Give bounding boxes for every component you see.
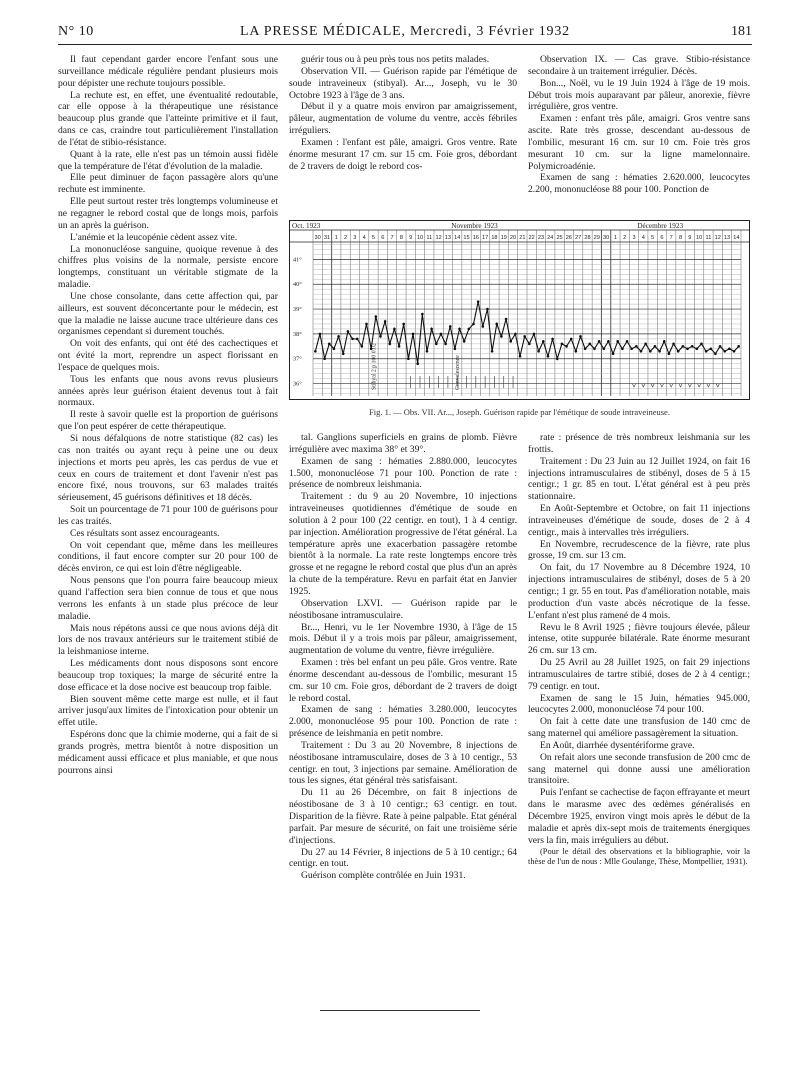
chart-y-tick-label: 36°: [293, 380, 302, 388]
temperature-point-evening: [654, 345, 657, 348]
temperature-point-morning: [668, 352, 671, 355]
temperature-point-evening: [644, 343, 647, 346]
chart-day-label: 28: [584, 235, 591, 241]
temperature-point-morning: [454, 348, 457, 351]
temperature-point-evening: [728, 348, 731, 351]
paragraph: Bon..., Noël, vu le 19 Juin 1924 à l'âge de 19 mois. Début trois mois auparavant par pâleur, anorexie, fièvre irrégulière, gros ventre.: [528, 77, 750, 113]
paragraph: Examen de sang : hématies 2.880.000, leucocytes 1.500, mononucléose 71 pour 100. Ponction de rate : présence de nombreux leishmania.: [289, 455, 517, 491]
paragraph: Guérison complète contrôlée en Juin 1931.: [301, 870, 466, 882]
end-separator: [320, 1010, 480, 1011]
paragraph: Ces résultats sont assez encourageants.: [70, 527, 220, 539]
temperature-point-evening: [579, 335, 582, 338]
paragraph: Si nous défalquons de notre statistique (82 cas) les cas non traités ou ayant reçu à peine une ou deux injections et morts peu après, les cas perdus de vue et ceux en cours de traitement et dont l'avenir n'est pas encore fixé, nous trouvons, sur 63 malades traités sérieusement, 45 guérisons définitives et 18 décès.: [58, 433, 278, 504]
temperature-point-morning: [426, 350, 429, 353]
chart-day-label: 22: [528, 235, 535, 241]
paragraph: En Août, diarrhée dysentériforme grave.: [540, 739, 695, 751]
chart-day-label: 13: [444, 235, 452, 241]
temperature-point-evening: [468, 328, 471, 331]
temperature-point-evening: [337, 335, 340, 338]
paragraph: Examen de sang le 15 Juin, hématies 945.000, leucocytes 2.000, mononucléose 74 pour 100.: [528, 692, 750, 716]
chart-day-label: 5: [651, 235, 655, 241]
paragraph: La mononucléose sanguine, quoique revenue à des chiffres plus voisins de la normale, persiste encore longtemps, constituant un véritable stigmate de la maladie.: [58, 243, 278, 291]
temperature-point-morning: [621, 348, 624, 351]
temperature-chart: [289, 220, 750, 400]
paragraph: Les médicaments dont nous disposons sont encore beaucoup trop toxiques; la marge de sécurité entre la dose efficace et la dose nocive est beaucoup trop faible.: [58, 658, 278, 693]
temperature-point-evening: [589, 343, 592, 346]
temperature-point-morning: [435, 343, 438, 346]
paragraph: En Août-Septembre et Octobre, on fait 11 injections intraveineuses d'émétique de soude, doses de 2 à 4 centigr., mais à intervalles très irréguliers.: [528, 503, 750, 538]
chart-day-label: 14: [733, 235, 740, 241]
chart-day-label: 2: [623, 235, 627, 241]
temperature-point-evening: [347, 330, 350, 333]
temperature-point-evening: [626, 340, 629, 343]
chart-day-label: 30: [602, 235, 610, 241]
paragraph: Il reste à savoir quelle est la proportion de guérisons que l'on peut espérer de cette thérapeutique.: [58, 409, 278, 433]
paragraph: Revu le 8 Avril 1925 ; fièvre toujours élevée, pâleur intense, otite suppurée bilatérale. Rate énorme mesurant 26 cm. sur 13 cm.: [528, 621, 750, 657]
chart-frame: [290, 221, 750, 400]
paragraph: Il faut cependant garder encore l'enfant sous une surveillance médicale régulière pendant plusieurs mois pour dépister une rechute toujours possible.: [58, 54, 278, 89]
chart-day-label: 16: [472, 235, 479, 241]
temperature-point-morning: [388, 343, 391, 346]
temperature-point-morning: [696, 348, 699, 351]
chart-day-label: 2: [344, 235, 348, 241]
followup-marker: [679, 384, 682, 387]
temperature-point-morning: [482, 325, 485, 328]
chart-day-label: 8: [399, 235, 403, 241]
temperature-point-evening: [449, 325, 452, 328]
temperature-point-evening: [375, 315, 378, 318]
temperature-point-morning: [323, 357, 326, 360]
temperature-point-morning: [500, 335, 503, 338]
issue-number: N° 10: [58, 24, 94, 39]
paragraph: guérir tous ou à peu près tous nos petits malades.: [301, 54, 490, 65]
paragraph: Tous les enfants que nous avons revus plusieurs années après leur guérison étaient devenus tout à fait normaux.: [58, 373, 278, 409]
chart-day-label: 10: [696, 235, 703, 241]
paragraph: Observation VII. — Guérison rapide par l'émétique de soude intraveineux (stibyal). Ar..., Joseph, vu le 30 Octobre 1923 à l'âge de 3 ans.: [289, 65, 517, 101]
paragraph: Examen de sang : hématies 3.280.000, leucocytes 2.000, mononucléose 95 pour 100. Ponction de rate : présence de leishmania en petit nombre.: [289, 704, 517, 740]
chart-day-label: 12: [714, 235, 721, 241]
temperature-point-morning: [677, 350, 680, 353]
paragraph: Observation LXVI. — Guérison rapide par le néostibosane intramusculaire.: [289, 597, 517, 621]
temperature-point-evening: [523, 335, 526, 338]
paragraph: L'anémie et la leucopénie cèdent assez vite.: [70, 231, 238, 243]
paragraph: Début il y a quatre mois environ par amaigrissement, pâleur, augmentation de volume du ventre, accès fébriles irréguliers.: [289, 101, 517, 137]
chart-day-label: 17: [482, 235, 489, 241]
temperature-point-evening: [682, 345, 685, 348]
temperature-point-evening: [607, 340, 610, 343]
temperature-point-evening: [719, 345, 722, 348]
temperature-point-morning: [649, 350, 652, 353]
temperature-point-evening: [616, 340, 619, 343]
temperature-point-morning: [714, 352, 717, 355]
column-left: [58, 54, 278, 776]
paragraph: tal. Ganglions superficiels en grains de plomb. Fièvre irrégulière avec maxima 38° et 39°.: [289, 432, 517, 455]
chart-day-label: 4: [362, 235, 366, 241]
chart-day-label: 7: [669, 235, 673, 241]
temperature-point-evening: [542, 340, 545, 343]
paragraph: Nous pensons que l'on pourra faire beaucoup mieux quand l'affection sera bien connue de tous et que nous verrons les enfants à un stade plus précoce de leur maladie.: [58, 575, 278, 622]
temperature-point-morning: [519, 355, 522, 358]
paragraph: Examen : très bel enfant un peu pâle. Gros ventre. Rate énorme descendant au-dessous de l'ombilic, mesurant 15 cm. sur 10 cm. Foie gros, débordant de 2 travers de doigt le rebord costal.: [289, 657, 517, 704]
chart-day-label: 6: [381, 235, 385, 241]
chart-month-label: Décembre 1923: [637, 222, 684, 230]
chart-day-label: 8: [678, 235, 683, 241]
chart-day-label: 12: [435, 235, 442, 241]
temperature-point-evening: [365, 323, 368, 326]
chart-day-label: 1: [613, 235, 617, 241]
temperature-point-morning: [630, 348, 633, 351]
paragraph: En Novembre, recrudescence de la fièvre, rate plus grosse, 19 cm. sur 13 cm.: [528, 538, 750, 562]
temperature-point-evening: [672, 343, 675, 346]
chart-y-tick-label: 41°: [293, 256, 302, 264]
temperature-point-evening: [356, 338, 359, 341]
paragraph: Du 25 Avril au 28 Juillet 1925, on fait 29 injections intramusculaires de tartre stibié, doses de 2 à 4 centigr.; 79 centigr. en tout.: [528, 657, 750, 692]
temperature-point-evening: [533, 333, 536, 336]
temperature-point-morning: [723, 350, 726, 353]
followup-marker: [716, 384, 719, 387]
temperature-point-evening: [486, 308, 489, 311]
chart-month-label: Novembre 1923: [451, 222, 498, 230]
temperature-point-evening: [393, 328, 396, 331]
paragraph: Mais nous répétons aussi ce que nous avions déjà dit lors de nos travaux antérieurs sur le traitement stibié de la leishmaniose interne.: [58, 622, 278, 658]
figure-caption: Fig. 1. — Obs. VII. Ar..., Joseph. Guérison rapide par l'émétique de soude intraveineuse.: [369, 407, 670, 417]
followup-marker: [698, 384, 701, 387]
temperature-point-evening: [514, 333, 517, 336]
chart-day-label: 18: [491, 235, 498, 241]
followup-marker: [633, 384, 636, 387]
paragraph: Espérons donc que la chimie moderne, qui a fait de si grands progrès, mettra bientôt à notre disposition un médicament aussi efficace et plus maniable, et que nous pourrons ainsi: [58, 729, 278, 776]
chart-day-label: 30: [314, 235, 321, 241]
followup-marker: [707, 384, 710, 387]
chart-day-label: 20: [509, 235, 517, 241]
chart-day-label: 29: [593, 235, 600, 241]
paragraph: Puis l'enfant se cachectise de façon effrayante et meurt dans le marasme avec des œdèmes généralisés en Décembre 1925, environ vingt mois après le début de la maladie et après dix-sept mois de traitements énergiques vers la fin, mais irréguliers au début.: [528, 787, 750, 846]
chart-day-label: 23: [537, 235, 545, 241]
temperature-point-evening: [328, 343, 331, 346]
paragraph: Examen : l'enfant est pâle, amaigri. Gros ventre. Rate énorme mesurant 17 cm. sur 15 cm. Foie gros, débordant de 2 travers de doigt le rebord cos-: [289, 136, 517, 172]
temperature-point-morning: [342, 352, 345, 355]
temperature-point-evening: [737, 345, 740, 348]
temperature-point-morning: [379, 335, 382, 338]
chart-day-label: 3: [353, 235, 357, 241]
paragraph: Du 11 au 26 Décembre, on fait 8 injections de néostibosane de 3 à 10 centigr.; 63 centigr. en tout. Disparition de la fièvre. Rate à peine palpable. Etat général parfait. Par mesure de sécurité, on fait une troisième série d'injections.: [289, 787, 517, 846]
temperature-point-morning: [658, 350, 661, 353]
temperature-point-evening: [691, 345, 694, 348]
temperature-point-morning: [537, 350, 540, 353]
temperature-point-morning: [602, 348, 605, 351]
chart-day-label: 24: [547, 235, 554, 241]
temperature-point-morning: [733, 350, 736, 353]
paragraph: Quant à la rate, elle n'est pas un témoin aussi fidèle que la température de l'état d'évolution de la maladie.: [58, 148, 278, 172]
column-middle-bottom: [289, 432, 517, 882]
temperature-point-evening: [663, 340, 666, 343]
paragraph: Examen de sang : hématies 2.620.000, leucocytes 2.200, mononucléose 88 pour 100. Ponction de: [528, 172, 750, 196]
chart-day-label: 27: [575, 235, 582, 241]
temperature-point-morning: [491, 350, 494, 353]
paragraph: Observation IX. — Cas grave. Stibio-résistance secondaire à un traitement irrégulier. Décès.: [528, 54, 750, 77]
chart-day-label: 11: [426, 235, 433, 241]
followup-marker: [670, 384, 673, 387]
journal-title: LA PRESSE MÉDICALE, Mercredi, 3 Février 1932: [240, 24, 570, 39]
chart-day-label: 26: [565, 235, 572, 241]
followup-marker: [688, 384, 691, 387]
chart-day-label: 5: [371, 235, 376, 241]
temperature-point-morning: [333, 348, 336, 351]
temperature-point-morning: [686, 348, 689, 351]
temperature-point-evening: [561, 343, 564, 346]
temperature-point-morning: [472, 323, 475, 326]
chart-day-label: 21: [519, 235, 526, 241]
chart-day-label: 14: [454, 235, 461, 241]
chart-day-label: 25: [556, 235, 563, 241]
temperature-point-evening: [477, 300, 480, 303]
chart-day-label: 3: [632, 235, 636, 241]
paragraph: On fait, du 17 Novembre au 8 Décembre 1924, 10 injections intramusculaires de stibényl, doses de 5 à 20 centigr.; 1 gr. 55 en tout. Pas d'amélioration notable, mais production d'un vaste abcès nécrotique de la fesse. L'enfant n'est plus ramené de 4 mois.: [528, 562, 750, 621]
temperature-point-morning: [640, 350, 643, 353]
temperature-point-evening: [319, 333, 322, 336]
paragraph: Traitement : Du 3 au 20 Novembre, 8 injections de néostibosane intramusculaire, doses de 3 à 10 centigr., 53 centigr. en tout, 3 injections par semaine. Amélioration de tous les signes, état général très satisfaisant.: [289, 739, 517, 787]
paragraph: (Pour le détail des observations et la bibliographie, voir la thèse de l'un de nous : Mlle Goulange, Thèse, Montpellier, 1931).: [528, 846, 750, 867]
temperature-point-morning: [314, 350, 317, 353]
temperature-point-morning: [556, 357, 559, 360]
chart-day-label: 31: [323, 235, 331, 241]
temperature-point-evening: [570, 338, 573, 341]
followup-marker: [642, 384, 645, 387]
temperature-point-evening: [412, 333, 415, 336]
temperature-point-evening: [384, 320, 387, 323]
paragraph: Soit un pourcentage de 71 pour 100 de guérisons pour les cas traités.: [58, 504, 278, 527]
column-right-top: [528, 54, 750, 196]
temperature-point-morning: [584, 348, 587, 351]
followup-marker: [651, 384, 654, 387]
paragraph: On voit cependant que, même dans les meilleures conditions, il faut encore compter sur 20 pour 100 de décès environ, ce qui est loin d'être négligeable.: [58, 539, 278, 575]
paragraph: Elle peut diminuer de façon passagère alors qu'une rechute est imminente.: [58, 172, 278, 196]
temperature-point-morning: [351, 338, 354, 341]
temperature-point-evening: [635, 345, 638, 348]
temperature-point-morning: [444, 343, 447, 346]
paragraph: rate : présence de très nombreux leishmania sur les frottis.: [528, 432, 750, 455]
running-header: [58, 14, 752, 45]
chart-vertical-annotation: Stibyal 2 p 100 0.02: [371, 343, 378, 390]
temperature-point-morning: [593, 348, 596, 351]
paragraph: On refait alors une seconde transfusion de 200 cmc de sang maternel qui donne aussi une amélioration transitoire.: [528, 751, 750, 787]
paragraph: Examen : enfant très pâle, amaigri. Gros ventre sans ascite. Rate très grosse, descendant au-dessous de l'ombilic, mesurant 16 cm. sur 10 cm. Foie très gros mesurant 10 cm. sur la ligne mamelonnaire. Polymicroadénie.: [528, 113, 750, 172]
column-middle-top: [289, 54, 517, 172]
temperature-point-evening: [421, 313, 424, 316]
chart-y-tick-label: 38°: [293, 330, 302, 338]
page-number: 181: [731, 24, 752, 39]
temperature-point-evening: [700, 343, 703, 346]
temperature-point-evening: [440, 333, 443, 336]
paragraph: Du 27 au 14 Février, 8 injections de 5 à 10 centigr.; 64 centigr. en tout.: [289, 846, 517, 870]
temperature-point-morning: [463, 340, 466, 343]
temperature-point-evening: [551, 338, 554, 341]
chart-month-label: Oct. 1923: [292, 222, 321, 230]
temperature-point-evening: [458, 328, 461, 331]
temperature-point-morning: [705, 350, 708, 353]
chart-vertical-annotation: Convalescence: [455, 355, 462, 390]
chart-day-label: 10: [416, 235, 424, 241]
chart-day-label: 7: [390, 235, 394, 241]
temperature-point-morning: [407, 357, 410, 360]
temperature-point-evening: [709, 348, 712, 351]
temperature-point-morning: [612, 352, 615, 355]
chart-y-tick-label: 37°: [293, 355, 302, 363]
paragraph: On fait à cette date une transfusion de 140 cmc de sang maternel qui améliore passagèrement la situation.: [528, 716, 750, 740]
followup-marker: [660, 384, 663, 387]
paragraph: Traitement : du 9 au 20 Novembre, 10 injections intraveineuses quotidiennes d'émétique de soude en solution à 2 pour 100 (22 centigr. en tout), 1 à 4 centigr. par injection. Amélioration progressive de l'état général. La température après une exacerbation passagère retombe bientôt à la normale. La rate reste longtemps encore très grosse et ne regagne le rebord costal que plus d'un an après la chute de la température. Revu en parfait état en Janvier 1925.: [289, 491, 517, 597]
chart-day-label: 9: [409, 235, 413, 241]
temperature-point-evening: [505, 318, 508, 321]
temperature-point-morning: [565, 345, 568, 348]
temperature-point-morning: [547, 355, 550, 358]
chart-y-tick-label: 39°: [293, 306, 302, 314]
temperature-point-morning: [575, 350, 578, 353]
temperature-point-evening: [402, 323, 405, 326]
paragraph: Br..., Henri, vu le 1er Novembre 1930, à l'âge de 15 mois. Début il y a trois mois par pâleur, amaigrissement, augmentation de volume du ventre, fièvre irrégulière.: [289, 621, 517, 657]
chart-day-label: 15: [463, 235, 470, 241]
chart-day-label: 4: [641, 235, 645, 241]
temperature-point-morning: [509, 340, 512, 343]
temperature-point-morning: [361, 345, 364, 348]
chart-day-label: 19: [500, 235, 507, 241]
temperature-point-evening: [430, 328, 433, 331]
paragraph: On voit des enfants, qui ont été des cachectiques et ont évité la mort, reprendre un aspect florissant en l'espace de quelques mois.: [58, 338, 278, 373]
paragraph: Bien souvent même cette marge est nulle, et il faut arriver jusqu'aux limites de l'intoxication pour obtenir un effet utile.: [58, 693, 278, 729]
paragraph: La rechute est, en effet, une éventualité redoutable, car elle oppose à la thérapeutique une résistance beaucoup plus grande que l'atteinte primitive et il faut, dans ce cas, craindre tout particulièrement l'installation de l'état de stibio-résistance.: [58, 89, 278, 148]
chart-day-label: 11: [705, 235, 712, 241]
column-right-bottom: [528, 432, 750, 868]
paragraph: Elle peut surtout rester très longtemps volumineuse et ne regagner le rebord costal que de longs mois, parfois un an après la guérison.: [58, 196, 278, 231]
chart-y-tick-label: 40°: [293, 281, 302, 289]
temperature-point-morning: [416, 362, 419, 365]
chart-day-label: 9: [688, 235, 692, 241]
chart-day-label: 6: [660, 235, 664, 241]
temperature-point-morning: [528, 343, 531, 346]
paragraph: Traitement : Du 23 Juin au 12 Juillet 1924, on fait 16 injections intramusculaires de stibényl, doses de 5 à 15 centigr.; 1 gr. 85 en tout. L'état général est à peu près stationnaire.: [528, 455, 750, 503]
chart-day-label: 1: [334, 235, 338, 241]
temperature-point-morning: [398, 345, 401, 348]
chart-day-label: 13: [723, 235, 731, 241]
temperature-point-evening: [598, 340, 601, 343]
paragraph: Une chose consolante, dans cette affection qui, par ailleurs, est souvent déconcertante pour le médecin, est que la maladie ne laisse aucune trace ultérieure dans ces organismes cependant si durement touchés.: [58, 290, 278, 338]
temperature-point-evening: [495, 323, 498, 326]
